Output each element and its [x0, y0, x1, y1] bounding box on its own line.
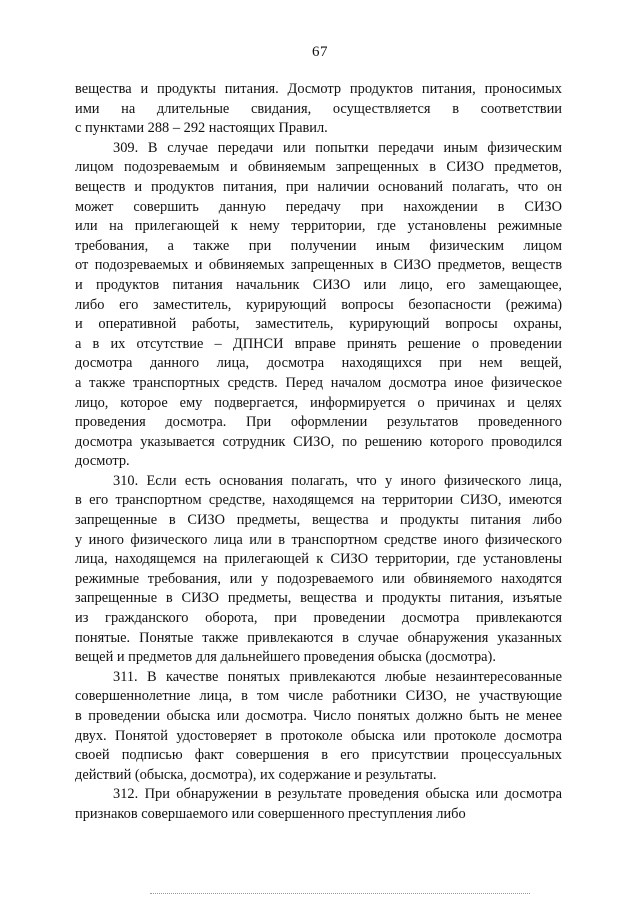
- text-line: ими на длительные свидания, осуществляется в соответствии: [75, 100, 562, 117]
- text-line: 309. В случае передачи или попытки передачи иным физическим: [113, 139, 562, 156]
- text-line: лицом подозреваемым и обвиняемым запрещенных в СИЗО предметов,: [75, 159, 562, 176]
- text-line: из гражданского оборота, при проведении досмотра привлекаются: [75, 610, 562, 627]
- text-line: понятые. Понятые также привлекаются в случае обнаружения указанных: [75, 629, 562, 646]
- paragraph-p310: [75, 472, 562, 668]
- text-line: режимные требования, или у подозреваемого или обвиняемого находятся: [75, 570, 562, 587]
- text-line: проведения досмотра. При оформлении результатов проведенного: [75, 414, 562, 431]
- text-line: вещества и продукты питания. Досмотр продуктов питания, проносимых: [75, 81, 562, 97]
- paragraph-p312: [75, 785, 562, 824]
- paragraph-p311: [75, 668, 562, 786]
- paragraph-p309: [75, 139, 562, 472]
- text-line: и оперативной работы, заместитель, курирующий вопросы охраны,: [75, 316, 562, 333]
- text-line: а также транспортных средств. Перед началом досмотра иное физическое: [75, 374, 562, 391]
- text-line: совершеннолетние лица, в том числе работники СИЗО, не участвующие: [75, 688, 562, 705]
- document-body: [75, 80, 562, 825]
- text-line: досмотра данного лица, досмотра находящихся при нем вещей,: [75, 355, 562, 372]
- text-line: в проведении обыска или досмотра. Число понятых должно быть не менее: [75, 708, 562, 724]
- scan-edge-divider: [150, 893, 530, 894]
- text-line: вещей и предметов для дальнейшего проведения обыска (досмотра).: [75, 649, 496, 666]
- text-line: своей подписью факт совершения в его присутствии процессуальных: [75, 747, 562, 764]
- text-line: досмотра указывается сотрудник СИЗО, по решению которого проводился: [75, 433, 562, 450]
- text-line: с пунктами 288 – 292 настоящих Правил.: [75, 120, 328, 137]
- text-line: а в их отсутствие – ДПНСИ вправе принять решение о проведении: [75, 335, 562, 352]
- text-line: 310. Если есть основания полагать, что у иного физического лица,: [113, 472, 562, 489]
- text-line: у иного физического лица или в транспортном средстве иного физического: [75, 531, 562, 548]
- text-line: в его транспортном средстве, находящемся на территории СИЗО, имеются: [75, 492, 562, 509]
- text-line: и продуктов питания начальник СИЗО или лицо, его замещающее,: [75, 276, 562, 293]
- text-line: или на прилегающей к нему территории, где установлены режимные: [75, 218, 562, 235]
- text-line: веществ и продуктов питания, при наличии оснований полагать, что он: [75, 178, 562, 195]
- text-line: лица, находящемся на прилегающей к СИЗО территории, где установлены: [75, 551, 562, 568]
- text-line: 312. При обнаружении в результате проведения обыска или досмотра: [113, 786, 562, 803]
- text-line: досмотр.: [75, 453, 130, 470]
- text-line: запрещенные в СИЗО предметы, вещества и продукты питания, изъятые: [75, 590, 562, 607]
- text-line: либо его заместитель, курирующий вопросы безопасности (режима): [75, 296, 562, 313]
- text-line: требования, а также при получении иным физическим лицом: [75, 237, 562, 254]
- text-line: от подозреваемых и обвиняемых запрещенных в СИЗО предметов, веществ: [75, 257, 562, 274]
- text-line: лицо, которое ему подвергается, информируется о причинах и целях: [75, 394, 562, 411]
- text-line: двух. Понятой удостоверяет в протоколе обыска или протоколе досмотра: [75, 727, 562, 744]
- text-line: 311. В качестве понятых привлекаются любые незаинтересованные: [113, 668, 562, 685]
- paragraph-continuation: [75, 80, 562, 139]
- text-line: признаков совершаемого или совершенного преступления либо: [75, 805, 466, 822]
- text-line: может совершить данную передачу при нахождении в СИЗО: [75, 198, 562, 215]
- text-line: действий (обыска, досмотра), их содержание и результаты.: [75, 766, 437, 783]
- text-line: запрещенные в СИЗО предметы, вещества и продукты питания либо: [75, 512, 562, 529]
- page-number: 67: [312, 44, 328, 60]
